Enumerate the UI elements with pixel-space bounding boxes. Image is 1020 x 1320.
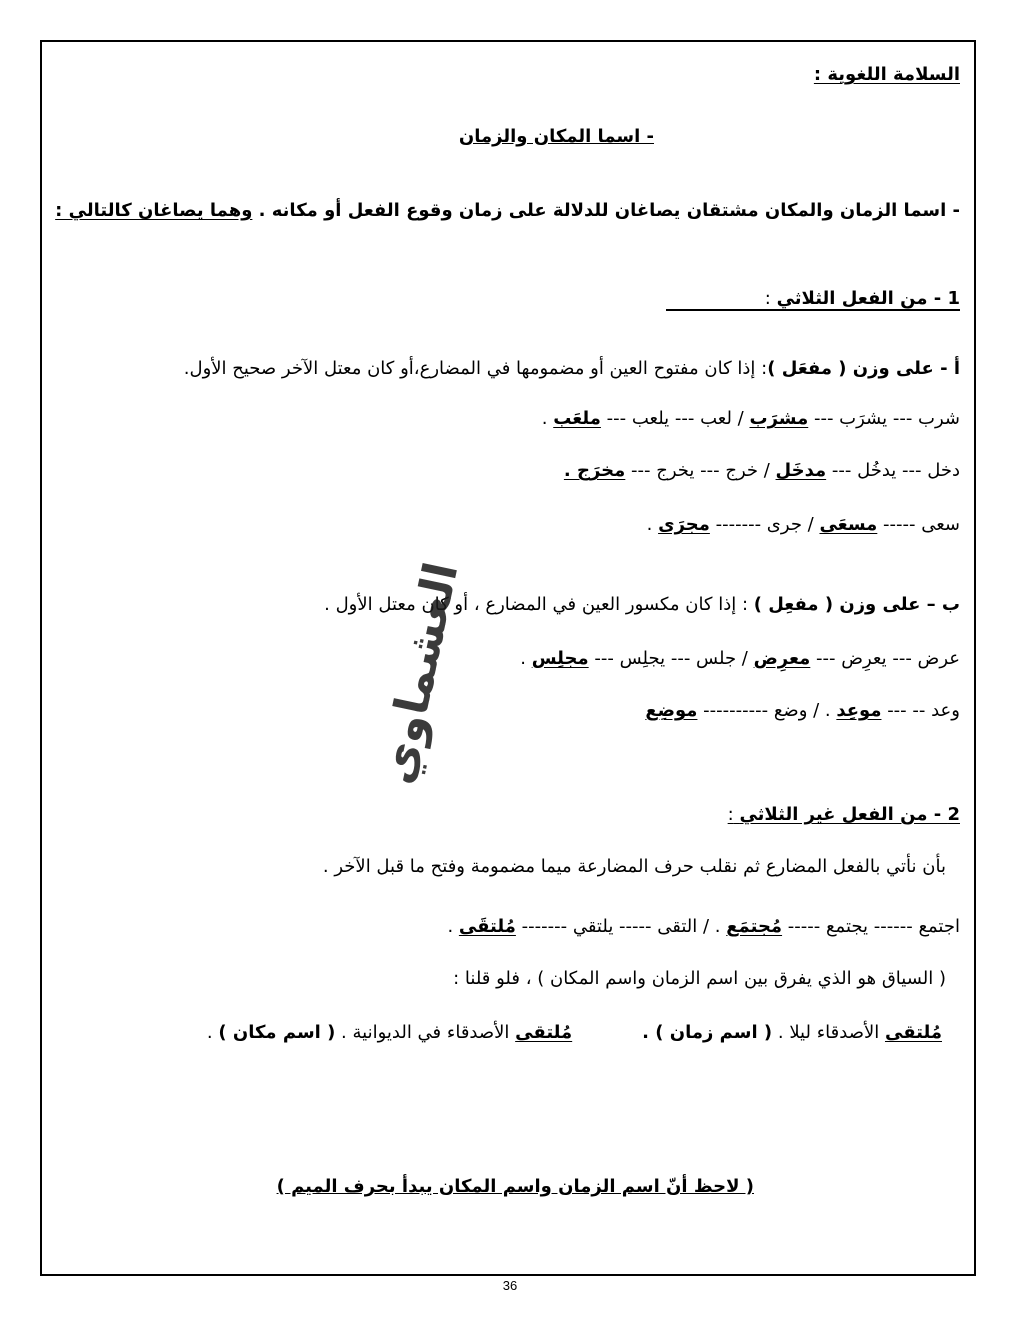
example-verb: وعد -- --- — [881, 700, 960, 721]
section-title: - اسما المكان والزمان — [458, 126, 654, 147]
example-verb: / خرج --- يخرج --- — [625, 460, 776, 481]
example-derived: مجلِس — [531, 648, 589, 669]
example-verb: سعى ----- — [877, 514, 960, 535]
example-verb: . / التقى ----- يلتقي ------- — [515, 916, 727, 937]
example-derived: مُلتقَى — [458, 916, 516, 937]
example-end: . — [646, 514, 659, 535]
example-derived: موعِد — [836, 700, 882, 721]
example-verb: / جلس --- يجلِس --- — [588, 648, 754, 669]
example-verb: شرب --- يشرَب --- — [808, 408, 960, 429]
example-verb: / جرى ------- — [709, 514, 820, 535]
part2-heading-colon: : — [727, 804, 734, 825]
rule-b-text: : إذا كان مكسور العين في المضارع ، أو كان معتل الأول . — [324, 594, 754, 615]
part1-heading-colon: : — [764, 288, 771, 309]
sentence-end: . — [206, 1022, 219, 1043]
example-row — [645, 698, 960, 724]
rule-a — [184, 356, 960, 382]
example-row — [542, 406, 960, 432]
example-derived: مشرَب — [749, 408, 809, 429]
header-title: السلامة اللغوية : — [813, 64, 960, 85]
example-row — [447, 914, 960, 940]
example-derived: مجرَى — [658, 514, 710, 535]
example-verb: دخل --- يدخُل --- — [826, 460, 960, 481]
rule-a-label: أ - على وزن ( مفعَل ) — [767, 358, 960, 379]
example-derived: مسعَى — [819, 514, 878, 535]
example-verb: / لعب --- يلعب --- — [600, 408, 750, 429]
example-derived: مخرَج . — [563, 460, 626, 481]
example-derived: موضِع — [645, 700, 698, 721]
example-verb: . / وضع ---------- — [697, 700, 837, 721]
part2-heading-text: 2 - من الفعل غير الثلاثي — [739, 804, 960, 825]
page-number: 36 — [502, 1278, 518, 1293]
definition — [55, 198, 960, 224]
part1-heading-text: 1 - من الفعل الثلاثي — [776, 288, 960, 309]
closing-note: ( لاحظ أنّ اسم الزمان واسم المكان يبدأ بحرف الميم ) — [276, 1176, 754, 1197]
watermark: العشماوي — [368, 557, 469, 789]
part2-heading — [728, 802, 960, 828]
example-end: . — [541, 408, 554, 429]
example-derived: مُجتمَع — [726, 916, 783, 937]
example-end: . — [520, 648, 532, 669]
sentence-word: مُلتقى — [515, 1022, 573, 1043]
example-derived: مدخَل — [775, 460, 827, 481]
sentence-rest: الأصدقاء في الديوانية . — [335, 1022, 516, 1043]
part1-heading-underline — [666, 309, 960, 311]
rule-a-text: : إذا كان مفتوح العين أو مضمومها في المضارع،أو كان معتل الآخر صحيح الأول. — [183, 358, 768, 379]
example-derived: ملعَب — [553, 408, 601, 429]
context-note: ( السياق هو الذي يفرق بين اسم الزمان واسم المكان ) ، فلو قلنا : — [453, 968, 946, 989]
example-row — [564, 458, 960, 484]
example-verb: عرض --- يعرِض --- — [810, 648, 960, 669]
example-derived: معرِض — [753, 648, 811, 669]
rule-b-label: ب – على وزن ( مفعِل ) — [753, 594, 960, 615]
definition-lead: - اسما الزمان والمكان مشتقان يصاغان للدلالة على زمان وقوع الفعل أو مكانه . — [252, 200, 960, 221]
sentence-tag: ( اسم مكان ) — [218, 1022, 336, 1043]
example-row — [647, 512, 960, 538]
sentence-rest: الأصدقاء ليلا . — [772, 1022, 885, 1043]
sentence-tag: ( اسم زمان ) . — [642, 1022, 773, 1043]
example-verb: اجتمع ------ يجتمع ----- — [782, 916, 960, 937]
example-end: . — [447, 916, 459, 937]
sentence-examples — [207, 1020, 942, 1046]
sentence-word: مُلتقى — [884, 1022, 942, 1043]
definition-tail: وهما يصاغان كالتالي : — [55, 200, 253, 221]
part2-rule: بأن نأتي بالفعل المضارع ثم نقلب حرف المضارعة ميما مضمومة وفتح ما قبل الآخر . — [322, 856, 946, 877]
